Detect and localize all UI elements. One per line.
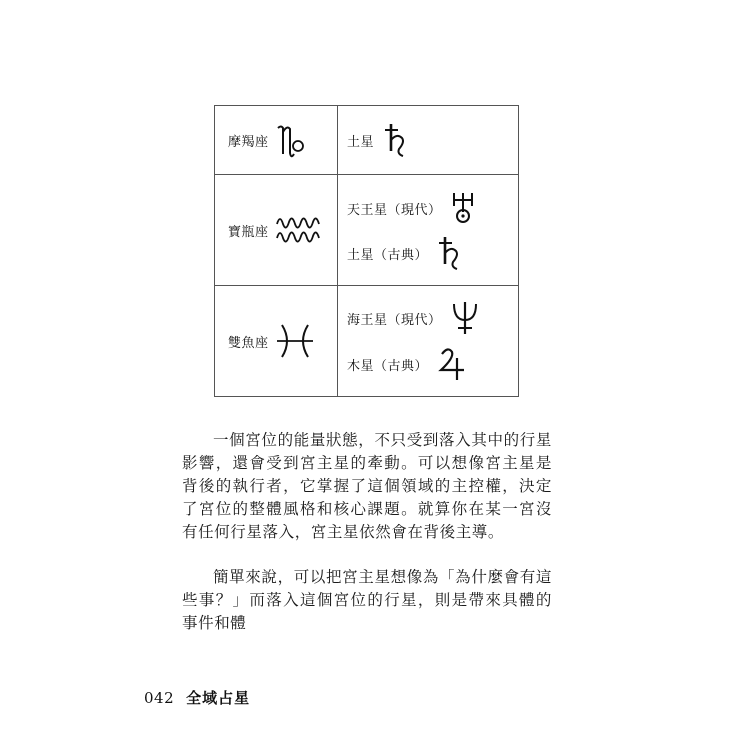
sign-cell: [215, 286, 338, 397]
ruler-row: [347, 344, 518, 384]
capricorn-icon: [274, 120, 310, 160]
planet-name: 木星（古典）: [347, 358, 429, 374]
aquarius-icon: [274, 210, 324, 250]
page-footer: [144, 687, 250, 708]
sign-cell: [215, 175, 338, 286]
planet-name: 土星（古典）: [347, 247, 429, 263]
sign-name: 摩羯座: [228, 134, 269, 150]
ruler-row: [347, 298, 518, 338]
planet-name: 土星: [347, 134, 375, 150]
ruler-row: [347, 121, 518, 159]
paragraph-text: 一個宮位的能量狀態，不只受到落入其中的行星影響，還會受到宮主星的牽動。可以想像宮主星是背後的執行者，它掌握了這個領域的主控權，決定了宮位的整體風格和核心課題。就算你在某一宮沒有任何行星落入，宮主星依然會在背後主導。: [182, 431, 552, 541]
paragraph: [182, 566, 552, 635]
saturn-icon: [436, 234, 466, 272]
book-title: 全域占星: [186, 689, 251, 707]
ruler-cell: [338, 175, 519, 286]
ruler-row: [347, 234, 518, 272]
planet-name: 海王星（現代）: [347, 312, 442, 328]
ruler-cell: [338, 106, 519, 175]
jupiter-icon: [436, 344, 468, 384]
paragraph: [182, 429, 552, 544]
sign-name: 寶瓶座: [228, 224, 269, 240]
sign-cell: [215, 106, 338, 175]
sign-ruler-table: [214, 105, 519, 397]
ruler-row: [347, 188, 518, 228]
uranus-icon: [450, 188, 476, 228]
table-row-pisces: [215, 286, 519, 397]
table-row-capricorn: [215, 106, 519, 175]
sign-name: 雙魚座: [228, 335, 269, 351]
ruler-cell: [338, 286, 519, 397]
table-row-aquarius: [215, 175, 519, 286]
pisces-icon: [274, 321, 316, 361]
page-number: 042: [144, 689, 175, 707]
planet-name: 天王星（現代）: [347, 202, 442, 218]
neptune-icon: [450, 298, 480, 338]
paragraph-text: 簡單來說，可以把宮主星想像為「為什麼會有這些事？」而落入這個宮位的行星，則是帶來具體的事件和體: [182, 568, 552, 632]
saturn-icon: [382, 121, 412, 159]
